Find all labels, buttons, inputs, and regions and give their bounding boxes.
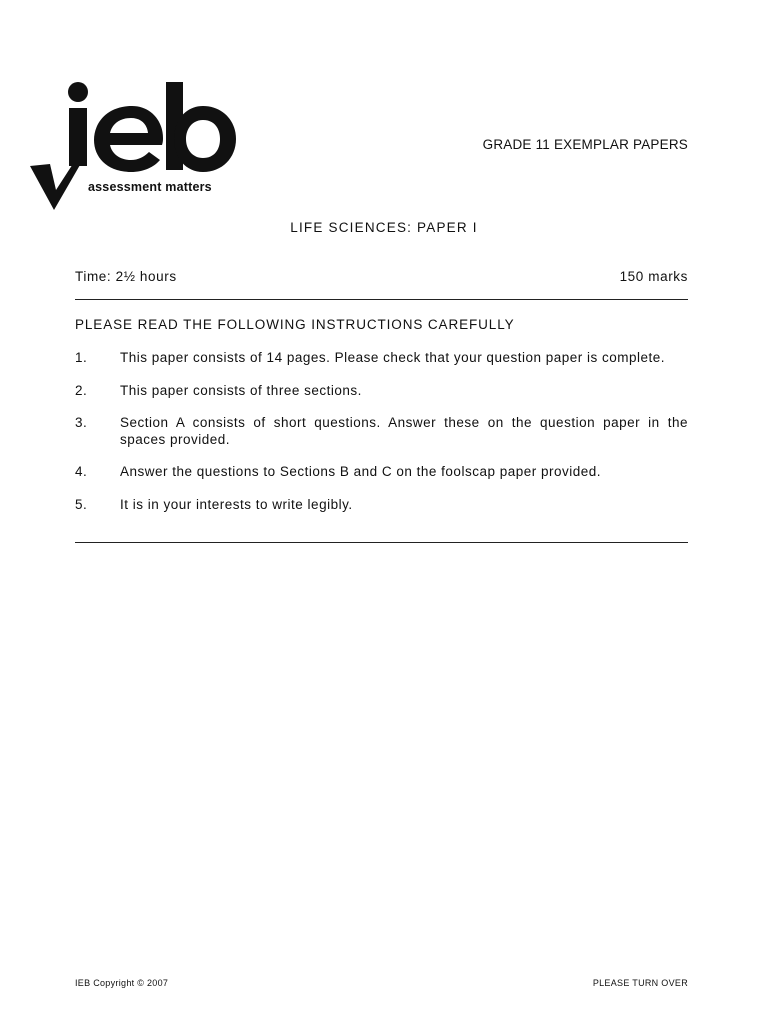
instruction-item [75,383,688,400]
instruction-number: 4. [75,464,88,479]
instruction-item [75,350,688,367]
instruction-text: Section A consists of short questions. Answer these on the question paper in the spaces provided. [120,415,688,447]
paper-title: LIFE SCIENCES: PAPER I [290,220,478,235]
instruction-text: It is in your interests to write legibly. [120,496,353,512]
grade-label: GRADE 11 EXEMPLAR PAPERS [482,137,688,152]
instruction-item [75,464,688,481]
divider-top [75,299,688,300]
instruction-number: 3. [75,415,88,430]
instruction-number: 1. [75,350,88,365]
instructions-heading: PLEASE READ THE FOLLOWING INSTRUCTIONS CAREFULLY [75,317,515,332]
total-marks: 150 marks [619,269,688,284]
instruction-text: This paper consists of 14 pages. Please check that your question paper is complete. [120,350,666,365]
instruction-number: 2. [75,382,88,398]
footer-copyright: IEB Copyright © 2007 [75,978,169,988]
divider-bottom [75,542,688,543]
instruction-item [75,497,688,514]
footer-turn-over: PLEASE TURN OVER [592,978,688,988]
time-allowed: Time: 2½ hours [75,269,177,284]
instruction-text: Answer the questions to Sections B and C on the foolscap paper provided. [120,464,602,479]
instruction-item [75,415,688,448]
instruction-text: This paper consists of three sections. [120,382,362,398]
instructions-list [75,350,688,529]
instruction-number: 5. [75,496,88,512]
logo-tagline: assessment matters [88,180,212,194]
